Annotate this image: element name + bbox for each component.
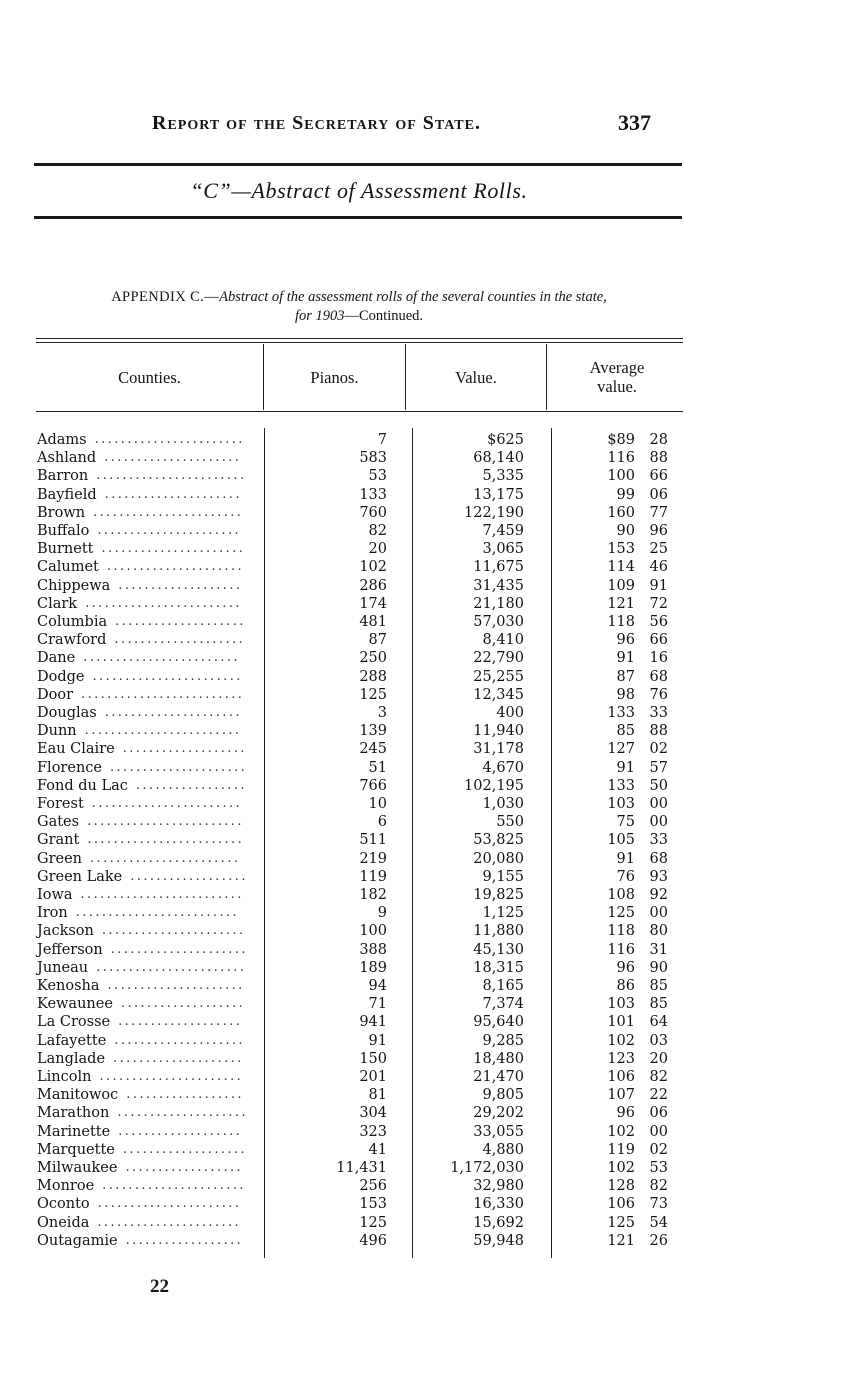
county-name: Chippewa bbox=[37, 577, 111, 594]
value-cell: 33,055 bbox=[473, 1123, 524, 1140]
value-cell: 1,030 bbox=[482, 796, 524, 812]
average-cents-cell: 46 bbox=[649, 559, 668, 576]
average-cents-cell: 02 bbox=[649, 741, 668, 758]
pianos-cell: 481 bbox=[359, 614, 387, 630]
value-cell: 1,172,030 bbox=[450, 1160, 524, 1176]
average-cents-cell: 85 bbox=[649, 996, 668, 1013]
value-cell: 9,155 bbox=[482, 868, 524, 885]
table-row: Eau Claire 245 31,178 127 02 ................... bbox=[37, 741, 668, 758]
pianos-cell: 139 bbox=[359, 723, 387, 740]
average-cents-cell: 28 bbox=[649, 432, 668, 448]
average-dollars-cell: 114 bbox=[607, 559, 635, 576]
average-cents-cell: 53 bbox=[649, 1160, 668, 1176]
value-cell: 19,825 bbox=[473, 887, 524, 903]
signature-mark: 22 bbox=[150, 1276, 169, 1297]
value-cell: 550 bbox=[496, 814, 524, 831]
average-dollars-cell: 106 bbox=[607, 1196, 635, 1213]
table-row: Chippewa 286 31,435 109 91 ................... bbox=[37, 577, 668, 594]
pianos-cell: 51 bbox=[368, 759, 387, 776]
table-row: Dodge 288 25,255 87 68 ....................... bbox=[37, 668, 668, 685]
average-dollars-cell: 108 bbox=[607, 887, 635, 903]
value-cell: 102,195 bbox=[464, 777, 524, 794]
county-name: Forest bbox=[37, 796, 84, 812]
pianos-cell: 125 bbox=[359, 1214, 387, 1231]
county-name: Marinette bbox=[37, 1123, 111, 1140]
pianos-cell: 189 bbox=[359, 959, 387, 976]
county-name: Green bbox=[37, 850, 83, 867]
average-dollars-cell: 101 bbox=[607, 1014, 635, 1031]
section-title: “C”—Abstract of Assessment Rolls. bbox=[190, 178, 528, 203]
county-name: Dane bbox=[37, 650, 76, 667]
page-number: 337 bbox=[618, 110, 651, 135]
column-header-counties: Counties. bbox=[118, 368, 181, 387]
table-row: Iowa 182 19,825 108 92 ......................... bbox=[37, 887, 668, 903]
average-dollars-cell: 107 bbox=[607, 1087, 635, 1104]
pianos-cell: 304 bbox=[359, 1105, 387, 1122]
average-dollars-cell: 160 bbox=[607, 504, 635, 521]
average-dollars-cell: 85 bbox=[616, 723, 635, 740]
pianos-cell: 496 bbox=[359, 1232, 387, 1249]
pianos-cell: 941 bbox=[359, 1014, 387, 1031]
value-cell: 4,670 bbox=[482, 759, 524, 776]
average-cents-cell: 20 bbox=[649, 1050, 668, 1067]
average-cents-cell: 54 bbox=[649, 1214, 668, 1231]
value-cell: 7,374 bbox=[482, 996, 524, 1013]
table-row: Gates 6 550 75 00 ........................ bbox=[37, 814, 668, 831]
value-cell: 12,345 bbox=[473, 686, 524, 703]
pianos-cell: 6 bbox=[377, 814, 387, 831]
average-cents-cell: 73 bbox=[649, 1196, 668, 1213]
pianos-cell: 388 bbox=[359, 941, 387, 958]
pianos-cell: 81 bbox=[368, 1087, 387, 1104]
county-name: Jackson bbox=[37, 923, 94, 940]
average-dollars-cell: 86 bbox=[616, 978, 635, 994]
average-dollars-cell: 123 bbox=[607, 1050, 635, 1067]
value-cell: 45,130 bbox=[473, 941, 524, 958]
county-name: Green Lake bbox=[37, 868, 123, 885]
average-dollars-cell: 153 bbox=[607, 541, 635, 558]
value-cell: 16,330 bbox=[473, 1196, 524, 1213]
value-cell: 8,410 bbox=[482, 632, 524, 649]
county-name: Lafayette bbox=[37, 1032, 107, 1049]
value-cell: 9,285 bbox=[482, 1032, 524, 1049]
table-row: Clark 174 21,180 121 72 ........................ bbox=[37, 595, 668, 612]
average-cents-cell: 92 bbox=[649, 887, 668, 903]
average-cents-cell: 25 bbox=[649, 541, 668, 558]
county-name: Douglas bbox=[37, 705, 97, 721]
value-cell: 4,880 bbox=[482, 1141, 524, 1158]
average-dollars-cell: 96 bbox=[616, 632, 635, 649]
average-dollars-cell: 99 bbox=[616, 486, 635, 503]
county-name: Clark bbox=[37, 595, 78, 612]
county-name: Barron bbox=[37, 468, 89, 485]
value-cell: 25,255 bbox=[473, 668, 524, 685]
value-cell: 3,065 bbox=[482, 541, 524, 558]
average-cents-cell: 00 bbox=[649, 1123, 668, 1140]
county-name: Ashland bbox=[37, 450, 97, 467]
county-name: Eau Claire bbox=[37, 741, 115, 758]
pianos-cell: 3 bbox=[377, 705, 387, 721]
value-cell: 57,030 bbox=[473, 614, 524, 630]
table-row: Dane 250 22,790 91 16 ........................ bbox=[37, 650, 668, 667]
pianos-cell: 174 bbox=[359, 595, 387, 612]
column-header-pianos: Pianos. bbox=[310, 368, 359, 387]
county-name: Milwaukee bbox=[37, 1160, 118, 1176]
table-row: Langlade 150 18,480 123 20 .................... bbox=[37, 1050, 668, 1067]
value-cell: 53,825 bbox=[473, 832, 524, 849]
value-cell: 31,178 bbox=[473, 741, 524, 758]
average-dollars-cell: 75 bbox=[616, 814, 635, 831]
table-row: Fond du Lac 766 102,195 133 50 ................. bbox=[37, 777, 668, 794]
pianos-cell: 133 bbox=[359, 486, 387, 503]
table-row: Adams 7 $625 $89 28 ....................... bbox=[37, 432, 668, 448]
pianos-cell: 11,431 bbox=[336, 1160, 387, 1176]
average-cents-cell: 22 bbox=[649, 1087, 668, 1104]
pianos-cell: 766 bbox=[359, 777, 387, 794]
value-cell: 122,190 bbox=[464, 504, 524, 521]
average-cents-cell: 26 bbox=[649, 1232, 668, 1249]
average-dollars-cell: 96 bbox=[616, 1105, 635, 1122]
county-name: Kewaunee bbox=[37, 996, 113, 1013]
table-row: Dunn 139 11,940 85 88 ........................ bbox=[37, 723, 668, 740]
table-row: Oconto 153 16,330 106 73 ...................... bbox=[37, 1196, 668, 1213]
county-name: Fond du Lac bbox=[37, 777, 128, 794]
table-row: Barron 53 5,335 100 66 ....................... bbox=[37, 468, 668, 485]
table-row: Milwaukee 11,431 1,172,030 102 53 .................. bbox=[37, 1160, 668, 1176]
county-name: Iron bbox=[37, 905, 68, 922]
average-cents-cell: 88 bbox=[649, 723, 668, 740]
table-row: Oneida 125 15,692 125 54 ...................... bbox=[37, 1214, 668, 1231]
table-row: Ashland 583 68,140 116 88 ..................... bbox=[37, 450, 668, 467]
average-dollars-cell: 103 bbox=[607, 996, 635, 1013]
average-cents-cell: 68 bbox=[649, 850, 668, 867]
average-cents-cell: 80 bbox=[649, 923, 668, 940]
value-cell: 9,805 bbox=[482, 1087, 524, 1104]
average-cents-cell: 96 bbox=[649, 523, 668, 539]
pianos-cell: 41 bbox=[368, 1141, 387, 1158]
table-row: Jefferson 388 45,130 116 31 ..................... bbox=[37, 941, 668, 958]
pianos-cell: 323 bbox=[359, 1123, 387, 1140]
table-row: Marinette 323 33,055 102 00 ................... bbox=[37, 1123, 668, 1140]
appendix-label: APPENDIX C.— bbox=[111, 289, 220, 305]
column-header-average-line-2: value. bbox=[597, 377, 637, 396]
average-cents-cell: 68 bbox=[649, 668, 668, 685]
average-cents-cell: 33 bbox=[649, 832, 668, 849]
value-cell: 1,125 bbox=[482, 905, 524, 922]
table-row: Marquette 41 4,880 119 02 ................... bbox=[37, 1141, 668, 1158]
pianos-cell: 250 bbox=[359, 650, 387, 667]
pianos-cell: 256 bbox=[359, 1178, 387, 1195]
pianos-cell: 119 bbox=[359, 868, 387, 885]
average-dollars-cell: 109 bbox=[607, 577, 635, 594]
pianos-cell: 760 bbox=[359, 504, 387, 521]
table-row: Kenosha 94 8,165 86 85 ..................... bbox=[37, 978, 668, 994]
value-cell: 32,980 bbox=[473, 1178, 524, 1195]
average-cents-cell: 77 bbox=[649, 504, 668, 521]
value-cell: 95,640 bbox=[473, 1014, 524, 1031]
average-cents-cell: 88 bbox=[649, 450, 668, 467]
county-name: Iowa bbox=[37, 887, 73, 903]
average-dollars-cell: 125 bbox=[607, 1214, 635, 1231]
value-cell: 59,948 bbox=[473, 1232, 524, 1249]
county-name: Monroe bbox=[37, 1178, 95, 1195]
county-name: Jefferson bbox=[37, 941, 103, 958]
average-cents-cell: 50 bbox=[649, 777, 668, 794]
value-cell: 68,140 bbox=[473, 450, 524, 467]
county-name: Crawford bbox=[37, 632, 107, 649]
average-cents-cell: 76 bbox=[649, 686, 668, 703]
average-dollars-cell: 121 bbox=[607, 595, 635, 612]
column-header-average bbox=[547, 358, 687, 396]
table-row: Lincoln 201 21,470 106 82 ...................... bbox=[37, 1069, 668, 1085]
county-name: La Crosse bbox=[37, 1014, 111, 1031]
table-head-rule bbox=[36, 411, 683, 412]
table-row: Lafayette 91 9,285 102 03 .................... bbox=[37, 1032, 668, 1049]
average-cents-cell: 91 bbox=[649, 577, 668, 594]
average-dollars-cell: 87 bbox=[616, 668, 635, 685]
pianos-cell: 219 bbox=[359, 850, 387, 867]
pianos-cell: 102 bbox=[359, 559, 387, 576]
pianos-cell: 94 bbox=[368, 978, 387, 994]
value-cell: 7,459 bbox=[482, 523, 524, 539]
table-row: Crawford 87 8,410 96 66 .................... bbox=[37, 632, 668, 649]
average-cents-cell: 03 bbox=[649, 1032, 668, 1049]
county-name: Columbia bbox=[37, 614, 108, 630]
average-cents-cell: 31 bbox=[649, 941, 668, 958]
average-dollars-cell: 90 bbox=[616, 523, 635, 539]
pianos-cell: 71 bbox=[368, 996, 387, 1013]
table-row: Grant 511 53,825 105 33 ........................ bbox=[37, 832, 668, 849]
average-dollars-cell: 118 bbox=[607, 614, 635, 630]
county-name: Burnett bbox=[37, 541, 94, 558]
average-dollars-cell: 116 bbox=[607, 941, 635, 958]
value-cell: 400 bbox=[496, 705, 524, 721]
county-name: Gates bbox=[37, 814, 80, 831]
average-cents-cell: 93 bbox=[649, 868, 668, 885]
average-dollars-cell: 76 bbox=[616, 868, 635, 885]
county-name: Florence bbox=[37, 759, 102, 776]
county-name: Dodge bbox=[37, 668, 85, 685]
average-cents-cell: 90 bbox=[649, 959, 668, 976]
pianos-cell: 82 bbox=[368, 523, 387, 539]
average-dollars-cell: 103 bbox=[607, 796, 635, 812]
average-dollars-cell: 105 bbox=[607, 832, 635, 849]
average-dollars-cell: 91 bbox=[616, 759, 635, 776]
table-row: Monroe 256 32,980 128 82 ...................... bbox=[37, 1178, 668, 1195]
table-row: Kewaunee 71 7,374 103 85 ................... bbox=[37, 996, 668, 1013]
average-dollars-cell: 106 bbox=[607, 1069, 635, 1085]
average-cents-cell: 02 bbox=[649, 1141, 668, 1158]
average-cents-cell: 66 bbox=[649, 632, 668, 649]
table-row: Florence 51 4,670 91 57 ..................... bbox=[37, 759, 668, 776]
table-row: Outagamie 496 59,948 121 26 .................. bbox=[37, 1232, 668, 1249]
county-name: Juneau bbox=[37, 959, 89, 976]
caption-continued: —Continued. bbox=[344, 308, 424, 324]
average-dollars-cell: $89 bbox=[607, 432, 635, 448]
county-name: Marquette bbox=[37, 1141, 115, 1158]
average-cents-cell: 56 bbox=[649, 614, 668, 630]
average-dollars-cell: 102 bbox=[607, 1032, 635, 1049]
table-row: Forest 10 1,030 103 00 ....................... bbox=[37, 796, 668, 812]
column-header-value: Value. bbox=[455, 368, 497, 387]
average-cents-cell: 85 bbox=[649, 978, 668, 994]
pianos-cell: 91 bbox=[368, 1032, 387, 1049]
average-cents-cell: 00 bbox=[649, 796, 668, 812]
average-cents-cell: 64 bbox=[649, 1014, 668, 1031]
pianos-cell: 153 bbox=[359, 1196, 387, 1213]
table-row: Brown 760 122,190 160 77 ....................... bbox=[37, 504, 668, 521]
pianos-cell: 583 bbox=[359, 450, 387, 467]
pianos-cell: 201 bbox=[359, 1069, 387, 1085]
pianos-cell: 20 bbox=[368, 541, 387, 558]
county-name: Bayfield bbox=[37, 486, 97, 503]
caption-text: Abstract of the assessment rolls of the several counties in the state, bbox=[219, 289, 607, 305]
average-dollars-cell: 98 bbox=[616, 686, 635, 703]
average-cents-cell: 72 bbox=[649, 595, 668, 612]
county-name: Oneida bbox=[37, 1214, 90, 1231]
pianos-cell: 9 bbox=[377, 905, 387, 922]
county-name: Langlade bbox=[37, 1050, 106, 1067]
county-name: Adams bbox=[37, 432, 87, 448]
table-row: Douglas 3 400 133 33 ..................... bbox=[37, 705, 668, 721]
pianos-cell: 286 bbox=[359, 577, 387, 594]
pianos-cell: 288 bbox=[359, 668, 387, 685]
value-cell: 5,335 bbox=[482, 468, 524, 485]
value-cell: 22,790 bbox=[473, 650, 524, 667]
value-cell: 18,480 bbox=[473, 1050, 524, 1067]
value-cell: 29,202 bbox=[473, 1105, 524, 1122]
value-cell: 18,315 bbox=[473, 959, 524, 976]
table-row: Green 219 20,080 91 68 ....................... bbox=[37, 850, 668, 867]
average-cents-cell: 33 bbox=[649, 705, 668, 721]
average-dollars-cell: 91 bbox=[616, 850, 635, 867]
county-name: Door bbox=[37, 686, 74, 703]
pianos-cell: 87 bbox=[368, 632, 387, 649]
value-cell: 21,470 bbox=[473, 1069, 524, 1085]
county-name: Marathon bbox=[37, 1105, 110, 1122]
table-row: Marathon 304 29,202 96 06 .................... bbox=[37, 1105, 668, 1122]
table-top-rule bbox=[36, 338, 683, 339]
average-dollars-cell: 116 bbox=[607, 450, 635, 467]
county-name: Buffalo bbox=[37, 523, 90, 539]
average-cents-cell: 66 bbox=[649, 468, 668, 485]
pianos-cell: 182 bbox=[359, 887, 387, 903]
running-title: Report of the Secretary of State. bbox=[152, 112, 481, 134]
table-top-rule-2 bbox=[36, 342, 683, 343]
average-dollars-cell: 121 bbox=[607, 1232, 635, 1249]
table-row: Buffalo 82 7,459 90 96 ...................... bbox=[37, 523, 668, 539]
average-dollars-cell: 119 bbox=[607, 1141, 635, 1158]
caption-year: for 1903 bbox=[294, 308, 345, 324]
average-dollars-cell: 127 bbox=[607, 741, 635, 758]
table-row: Calumet 102 11,675 114 46 ..................... bbox=[37, 559, 668, 576]
table-row: Columbia 481 57,030 118 56 .................... bbox=[37, 614, 668, 630]
value-cell: 11,880 bbox=[473, 923, 524, 940]
average-dollars-cell: 118 bbox=[607, 923, 635, 940]
value-cell: 21,180 bbox=[473, 595, 524, 612]
average-cents-cell: 00 bbox=[649, 814, 668, 831]
value-cell: 8,165 bbox=[482, 978, 524, 994]
county-name: Calumet bbox=[37, 559, 99, 576]
average-cents-cell: 57 bbox=[649, 759, 668, 776]
county-name: Manitowoc bbox=[37, 1087, 119, 1104]
county-name: Grant bbox=[37, 832, 80, 849]
average-dollars-cell: 91 bbox=[616, 650, 635, 667]
pianos-cell: 7 bbox=[377, 432, 387, 448]
pianos-cell: 511 bbox=[359, 832, 387, 849]
county-name: Outagamie bbox=[37, 1232, 118, 1249]
table-row: Iron 9 1,125 125 00 ......................... bbox=[37, 905, 668, 922]
average-dollars-cell: 125 bbox=[607, 905, 635, 922]
table-row: Manitowoc 81 9,805 107 22 .................. bbox=[37, 1087, 668, 1104]
average-dollars-cell: 102 bbox=[607, 1160, 635, 1176]
pianos-cell: 100 bbox=[359, 923, 387, 940]
average-dollars-cell: 128 bbox=[607, 1178, 635, 1195]
pianos-cell: 245 bbox=[359, 741, 387, 758]
average-dollars-cell: 96 bbox=[616, 959, 635, 976]
average-dollars-cell: 100 bbox=[607, 468, 635, 485]
average-cents-cell: 06 bbox=[649, 486, 668, 503]
pianos-cell: 53 bbox=[368, 468, 387, 485]
value-cell: 31,435 bbox=[473, 577, 524, 594]
value-cell: 20,080 bbox=[473, 850, 524, 867]
county-name: Lincoln bbox=[37, 1069, 92, 1085]
average-dollars-cell: 133 bbox=[607, 777, 635, 794]
county-name: Oconto bbox=[37, 1196, 90, 1213]
table-row: La Crosse 941 95,640 101 64 ................... bbox=[37, 1014, 668, 1031]
pianos-cell: 10 bbox=[368, 796, 387, 812]
average-dollars-cell: 133 bbox=[607, 705, 635, 721]
average-dollars-cell: 102 bbox=[607, 1123, 635, 1140]
average-cents-cell: 16 bbox=[649, 650, 668, 667]
average-cents-cell: 00 bbox=[649, 905, 668, 922]
pianos-cell: 150 bbox=[359, 1050, 387, 1067]
column-header-average-line-1: Average bbox=[589, 358, 645, 377]
table-row: Jackson 100 11,880 118 80 ...................... bbox=[37, 923, 668, 940]
county-name: Brown bbox=[37, 504, 86, 521]
table-row: Juneau 189 18,315 96 90 ....................... bbox=[37, 959, 668, 976]
table-row: Green Lake 119 9,155 76 93 .................. bbox=[37, 868, 668, 885]
pianos-cell: 125 bbox=[359, 686, 387, 703]
table-row: Door 125 12,345 98 76 ......................... bbox=[37, 686, 668, 703]
table-row: Burnett 20 3,065 153 25 ...................... bbox=[37, 541, 668, 558]
value-cell: 11,940 bbox=[473, 723, 524, 740]
average-cents-cell: 06 bbox=[649, 1105, 668, 1122]
value-cell: 11,675 bbox=[473, 559, 524, 576]
value-cell: 13,175 bbox=[473, 486, 524, 503]
county-name: Kenosha bbox=[37, 978, 100, 994]
value-cell: $625 bbox=[487, 432, 524, 448]
average-cents-cell: 82 bbox=[649, 1069, 668, 1085]
average-cents-cell: 82 bbox=[649, 1178, 668, 1195]
table-row: Bayfield 133 13,175 99 06 ..................... bbox=[37, 486, 668, 503]
county-name: Dunn bbox=[37, 723, 77, 740]
value-cell: 15,692 bbox=[473, 1214, 524, 1231]
